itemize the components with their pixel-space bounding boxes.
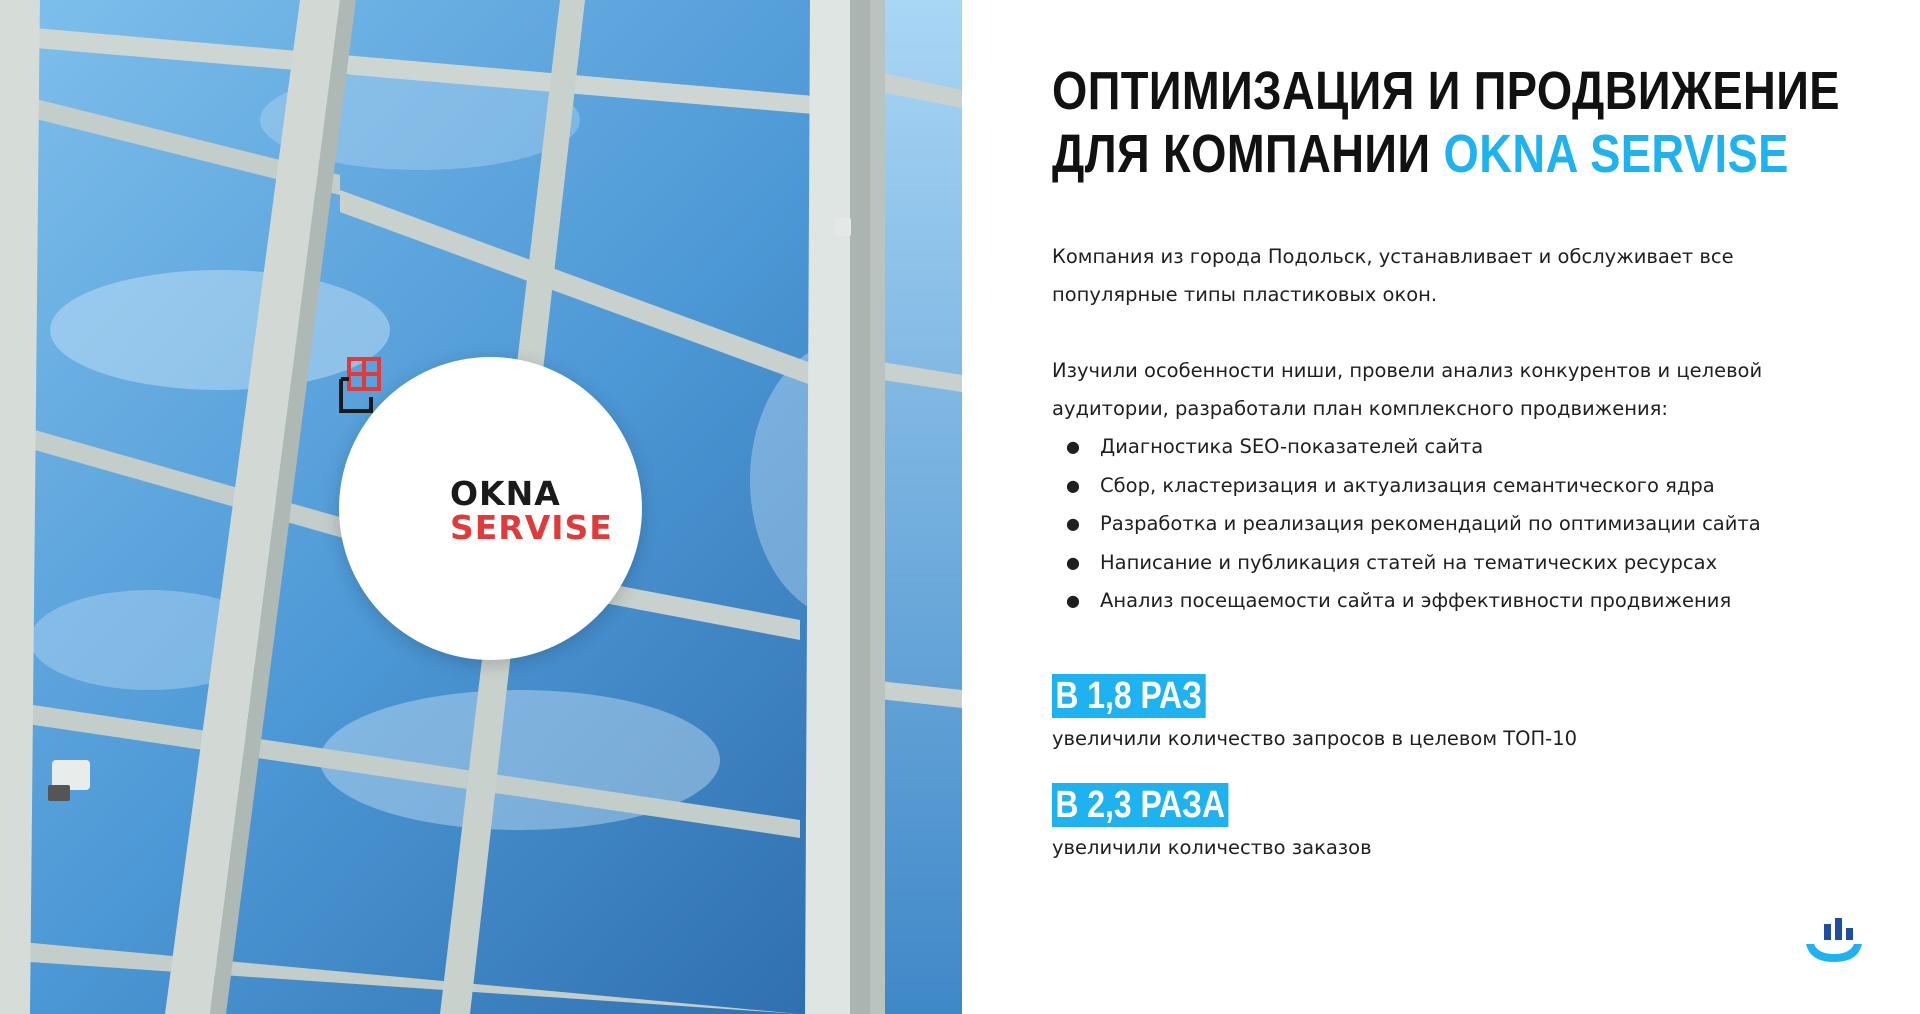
stat-block-2: [1052, 783, 1372, 863]
title-line2-prefix: ДЛЯ КОМПАНИИ: [1052, 124, 1431, 184]
list-item: ● Сбор, кластеризация и актуализация семантического ядра: [1052, 467, 1852, 506]
client-logo-text: [450, 474, 613, 547]
stat-description-2: увеличили количество заказов: [1052, 836, 1372, 859]
stat-block-1: [1052, 674, 1577, 754]
client-logo-line1: OKNA: [450, 474, 561, 513]
stat-value-1: В 1,8 РАЗ: [1052, 674, 1205, 718]
services-list: [1052, 428, 1852, 621]
stat-description-1: увеличили количество запросов в целевом ТОП-10: [1052, 727, 1578, 750]
title-line1: ОПТИМИЗАЦИЯ И ПРОДВИЖЕНИЕ: [1052, 61, 1840, 121]
list-item: ● Написание и публикация статей на тематических ресурсах: [1052, 544, 1852, 583]
bullet-dot: ●: [1066, 514, 1080, 533]
bullet-dot: ●: [1066, 475, 1080, 495]
client-logo-badge: [339, 357, 642, 660]
bullet-dot: ●: [1066, 591, 1080, 610]
company-logo-icon: [1800, 918, 1868, 968]
list-item: ● Разработка и реализация рекомендаций по оптимизации сайта: [1052, 505, 1852, 544]
stat-value-2: В 2,3 РАЗА: [1052, 783, 1228, 827]
bullet-dot: ●: [1066, 437, 1080, 456]
bullet-dot: ●: [1066, 552, 1080, 572]
description-paragraph-2: Изучили особенности ниши, провели анализ конкурентов и целевой аудитории, разработали план комплексного продвижения:: [1052, 359, 1763, 420]
list-item: ● Анализ посещаемости сайта и эффективности продвижения: [1052, 582, 1852, 621]
window-logo-icon: [339, 357, 385, 413]
case-study-content: [1052, 60, 1872, 859]
list-item: ● Диагностика SEO-показателей сайта: [1052, 428, 1852, 467]
description-block: [1052, 238, 1852, 621]
title-brand: OKNA SERVISE: [1443, 124, 1789, 184]
description-paragraph-1: Компания из города Подольск, устанавливает и обслуживает все популярные типы пластиковых окон.: [1052, 245, 1734, 306]
page-title: [1052, 60, 1840, 186]
client-logo-line2: SERVISE: [450, 508, 613, 547]
